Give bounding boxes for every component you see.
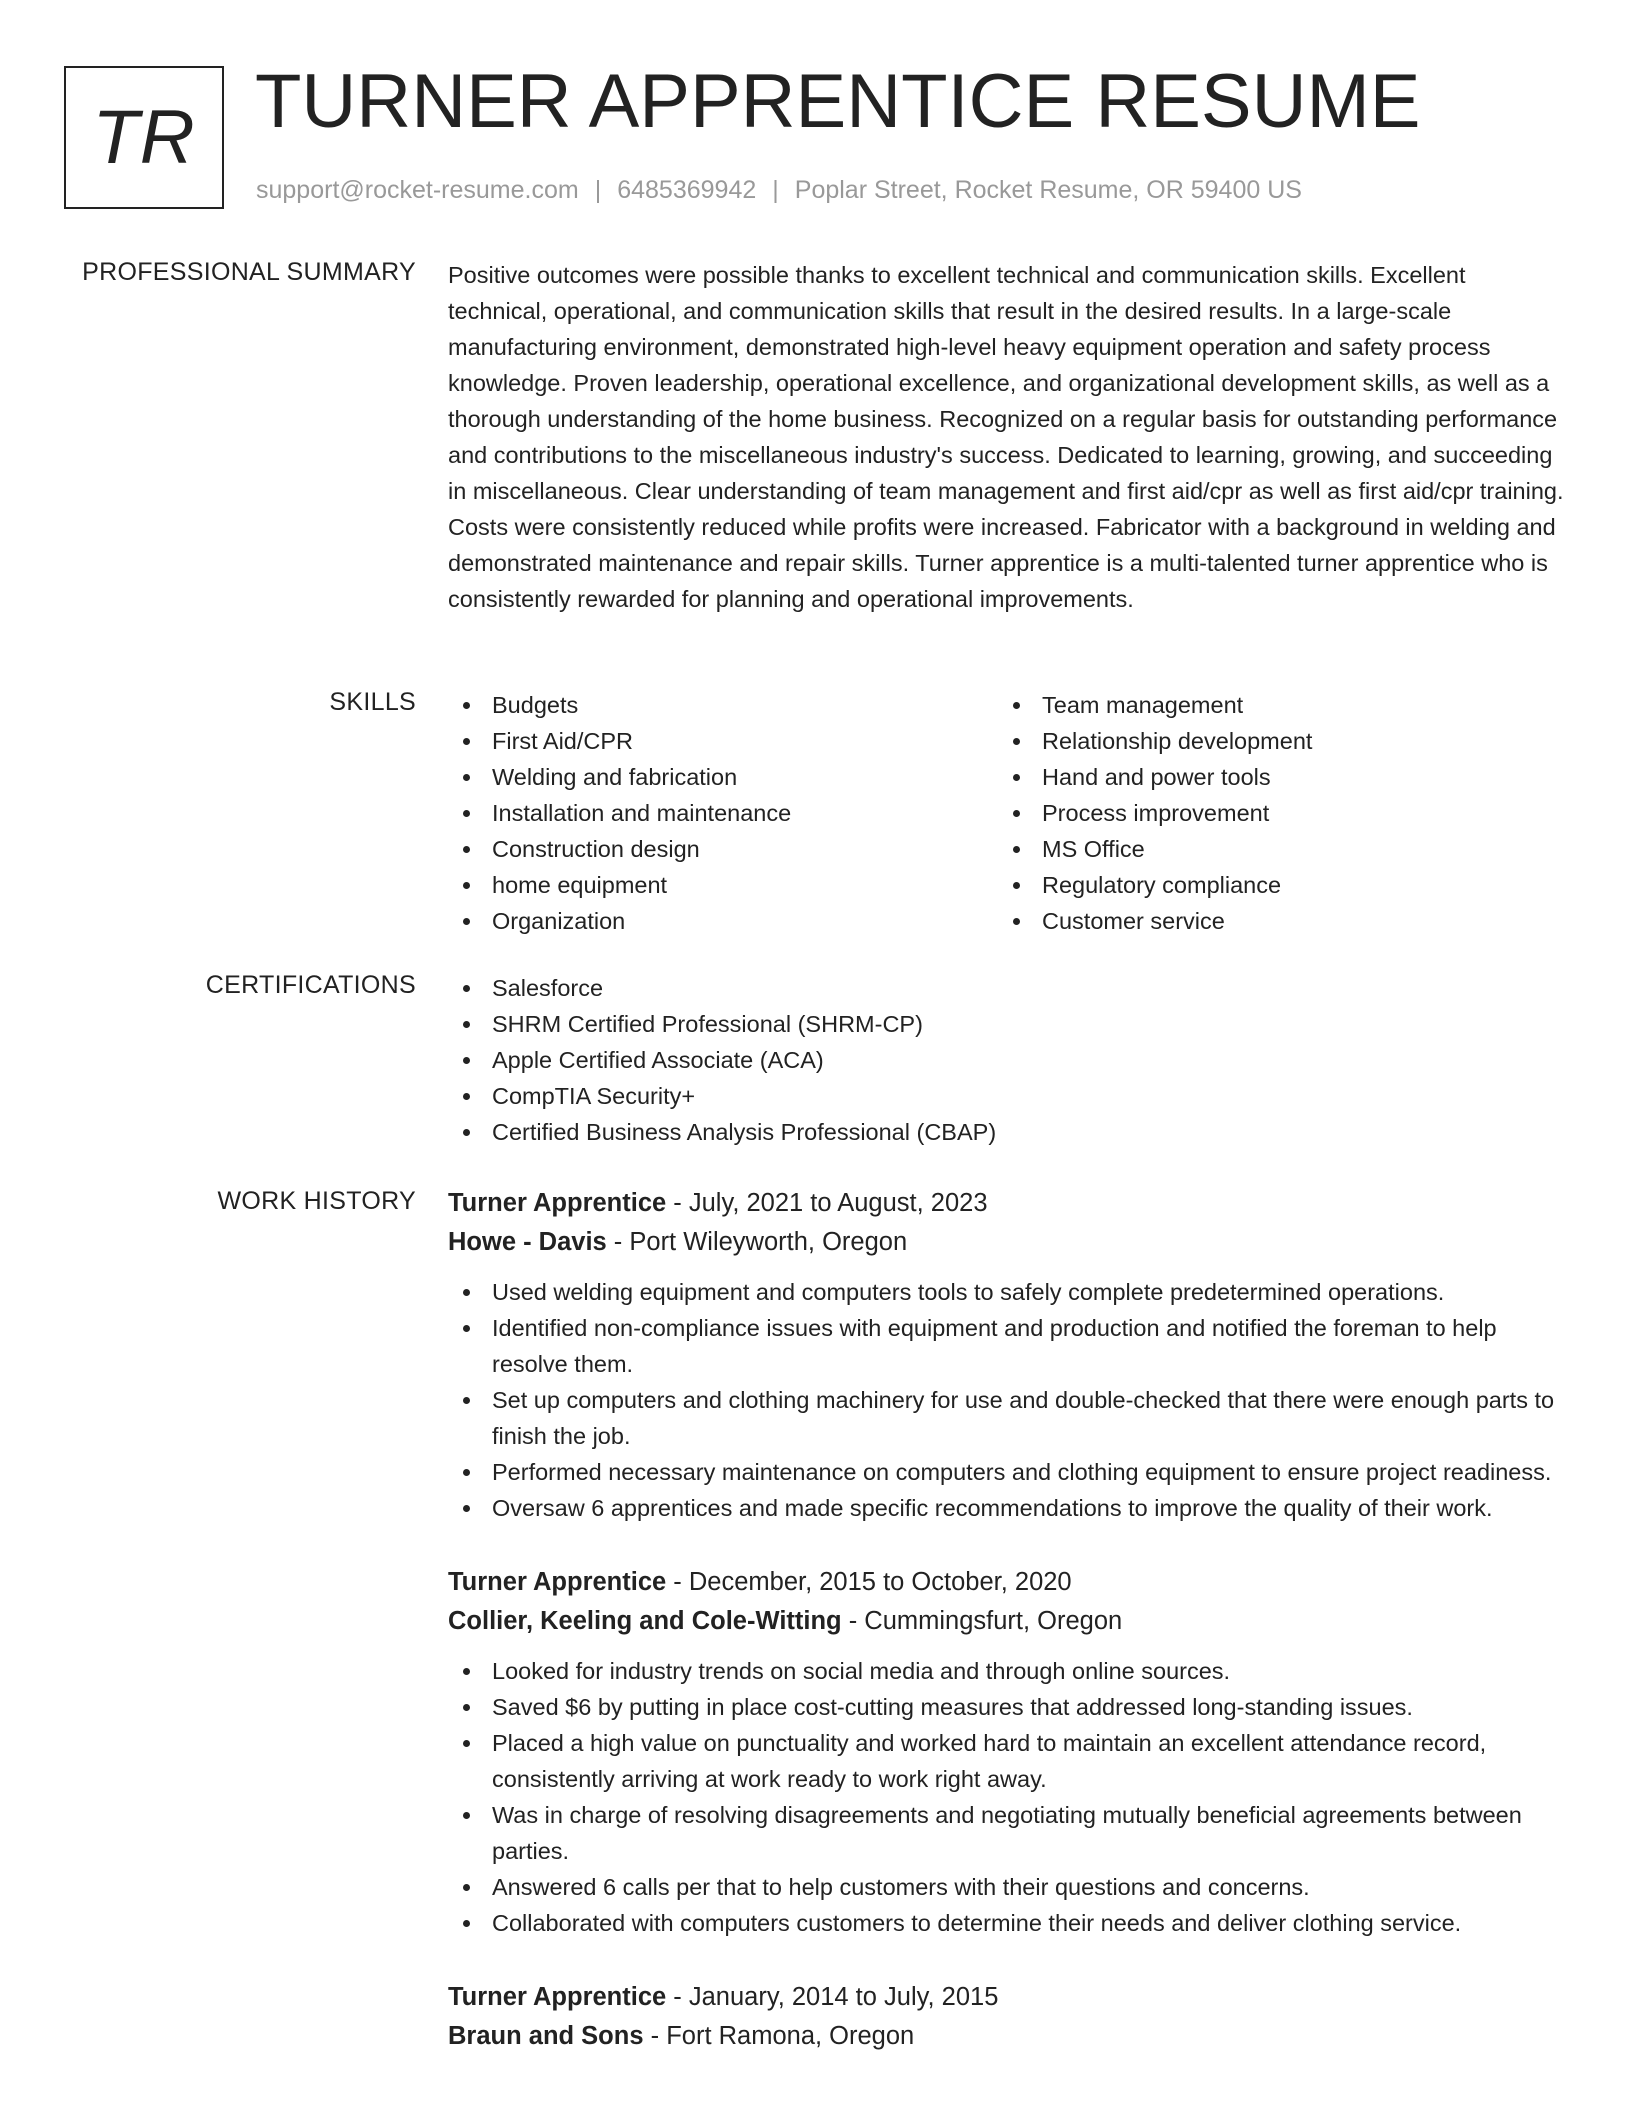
job-company-line	[448, 1222, 1568, 1262]
skills-columns	[448, 687, 1568, 939]
job-title: Turner Apprentice	[448, 1568, 667, 1596]
job-bullet: Placed a high value on punctuality and worked hard to maintain an excellent attendance record, consistently arriving at work ready to work right away.	[448, 1725, 1568, 1797]
work-history-body	[448, 1184, 1568, 2068]
contact-address: Poplar Street, Rocket Resume, OR 59400 US	[794, 176, 1302, 204]
job-title-line	[448, 1978, 1568, 2016]
skill-item: Organization	[448, 903, 998, 939]
job-company-line	[448, 2016, 1568, 2056]
job-entry	[448, 1563, 1568, 1941]
job-location: - Port Wileyworth, Oregon	[606, 1228, 908, 1256]
job-location: - Fort Ramona, Oregon	[643, 2022, 915, 2050]
certification-item: Apple Certified Associate (ACA)	[448, 1042, 1568, 1078]
job-bullet: Identified non-compliance issues with equipment and production and notified the foreman to help resolve them.	[448, 1310, 1568, 1382]
skills-list-right	[998, 687, 1548, 939]
skills-list-left	[448, 687, 998, 939]
job-entry	[448, 1184, 1568, 1526]
job-bullet: Saved $6 by putting in place cost-cutting measures that addressed long-standing issues.	[448, 1689, 1568, 1725]
contact-separator: |	[594, 176, 602, 204]
skill-item: Installation and maintenance	[448, 795, 998, 831]
certification-item: Salesforce	[448, 970, 1568, 1006]
job-title-line	[448, 1184, 1568, 1222]
certification-item: CompTIA Security+	[448, 1078, 1568, 1114]
skill-item: Construction design	[448, 831, 998, 867]
job-dates: - January, 2014 to July, 2015	[666, 1983, 999, 2011]
skill-item: Customer service	[998, 903, 1548, 939]
job-bullet: Collaborated with computers customers to determine their needs and deliver clothing service.	[448, 1905, 1568, 1941]
job-company: Collier, Keeling and Cole-Witting	[448, 1607, 842, 1635]
skill-item: Budgets	[448, 687, 998, 723]
certification-item: Certified Business Analysis Professional (CBAP)	[448, 1114, 1568, 1150]
job-company: Braun and Sons	[448, 2022, 644, 2050]
contact-separator: |	[772, 176, 779, 204]
job-title-line	[448, 1563, 1568, 1601]
skills-body	[448, 687, 1568, 939]
certifications-body	[448, 970, 1568, 1150]
job-bullet: Answered 6 calls per that to help customers with their questions and concerns.	[448, 1869, 1568, 1905]
job-company-line	[448, 1601, 1568, 1641]
job-title: Turner Apprentice	[448, 1189, 667, 1217]
skill-item: Relationship development	[998, 723, 1548, 759]
skill-item: Welding and fabrication	[448, 759, 998, 795]
resume-title: TURNER APPRENTICE RESUME	[255, 59, 1421, 144]
job-entry	[448, 1978, 1568, 2056]
skill-item: Regulatory compliance	[998, 867, 1548, 903]
skill-item: Hand and power tools	[998, 759, 1548, 795]
contact-phone[interactable]: 6485369942	[617, 176, 757, 204]
section-label-summary: PROFESSIONAL SUMMARY	[82, 258, 416, 286]
job-company: Howe - Davis	[448, 1228, 607, 1256]
summary-body	[448, 257, 1568, 617]
job-dates: - July, 2021 to August, 2023	[666, 1189, 988, 1217]
skill-item: MS Office	[998, 831, 1548, 867]
skill-item: Process improvement	[998, 795, 1548, 831]
job-bullet: Used welding equipment and computers tools to safely complete predetermined operations.	[448, 1274, 1568, 1310]
job-title: Turner Apprentice	[448, 1983, 667, 2011]
job-bullet: Looked for industry trends on social media and through online sources.	[448, 1653, 1568, 1689]
certifications-list	[448, 970, 1568, 1150]
certification-item: SHRM Certified Professional (SHRM-CP)	[448, 1006, 1568, 1042]
skill-item: Team management	[998, 687, 1548, 723]
monogram-logo: TR	[64, 66, 224, 209]
section-label-work-history: WORK HISTORY	[217, 1187, 416, 1215]
job-bullet: Oversaw 6 apprentices and made specific recommendations to improve the quality of their work.	[448, 1490, 1568, 1526]
job-bullet: Performed necessary maintenance on computers and clothing equipment to ensure project readiness.	[448, 1454, 1568, 1490]
summary-text: Positive outcomes were possible thanks to excellent technical and communication skills. Excellent technical, operational, and communication skills that result in the desired results. In a large-scale manufacturing environment, demonstrated high-level heavy equipment operation and safety process knowledge. Proven leadership, operational excellence, and organizational development skills, as well as a thorough understanding of the home business. Recognized on a regular basis for outstanding performance and contributions to the miscellaneous industry's success. Dedicated to learning, growing, and succeeding in miscellaneous. Clear understanding of team management and first aid/cpr as well as first aid/cpr training. Costs were consistently reduced while profits were increased. Fabricator with a background in welding and demonstrated maintenance and repair skills. Turner apprentice is a multi-talented turner apprentice who is consistently rewarded for planning and operational improvements.	[448, 262, 1564, 612]
contact-email[interactable]: support@rocket-resume.com	[256, 176, 579, 204]
job-bullet: Was in charge of resolving disagreements and negotiating mutually beneficial agreements between parties.	[448, 1797, 1568, 1869]
contact-line	[256, 176, 1302, 205]
skill-item: home equipment	[448, 867, 998, 903]
job-bullets	[448, 1653, 1568, 1941]
section-label-certifications: CERTIFICATIONS	[205, 971, 416, 999]
job-bullet: Set up computers and clothing machinery for use and double-checked that there were enough parts to finish the job.	[448, 1382, 1568, 1454]
job-dates: - December, 2015 to October, 2020	[666, 1568, 1072, 1596]
skill-item: First Aid/CPR	[448, 723, 998, 759]
section-label-skills: SKILLS	[329, 688, 416, 716]
job-bullets	[448, 1274, 1568, 1526]
job-location: - Cummingsfurt, Oregon	[841, 1607, 1123, 1635]
